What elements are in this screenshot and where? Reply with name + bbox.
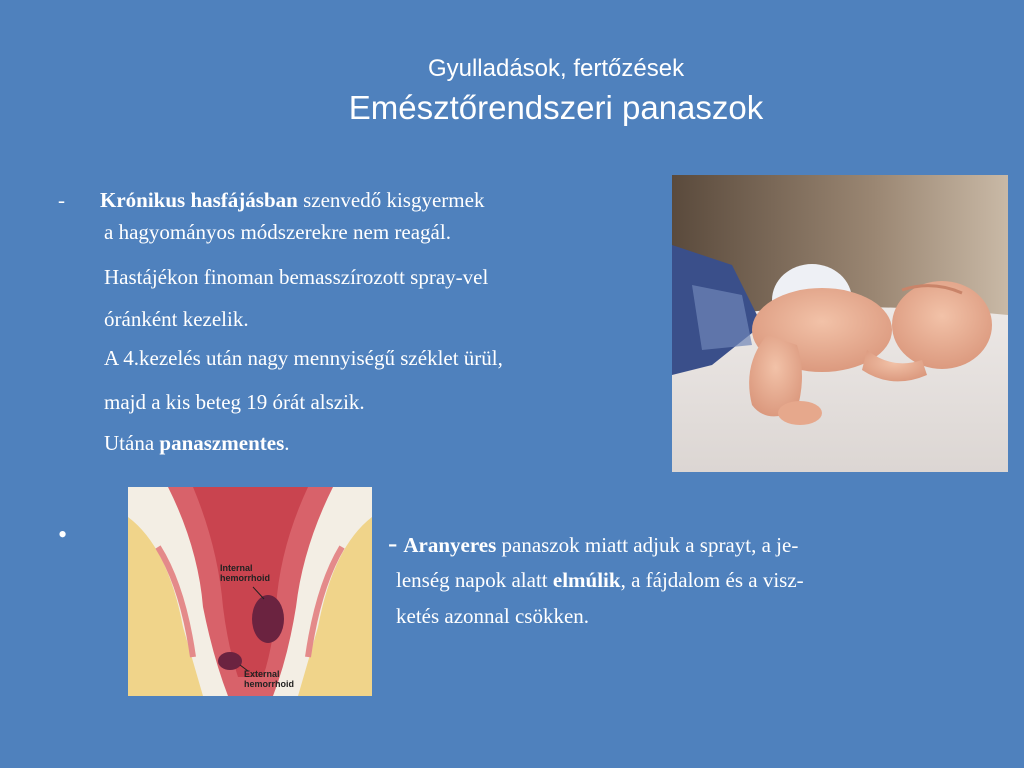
paragraph2-line-1-rest: panaszok miatt adjuk a sprayt, a je-	[496, 533, 799, 557]
bold-term-hemorrhoid: Aranyeres	[403, 533, 497, 557]
bold-term-disappears: elmúlik	[552, 568, 621, 592]
paragraph2-line-2-pre: lenség napok alatt	[396, 568, 553, 592]
line-1-rest: szenvedő kisgyermek	[297, 188, 485, 212]
line-7-post: .	[284, 431, 290, 455]
bullet-marker: •	[58, 520, 68, 549]
sleeping-baby-photo	[672, 175, 1008, 472]
dash-marker-2: -	[388, 528, 398, 559]
paragraph-line-1	[58, 188, 484, 213]
title-line-1: Gyulladások, fertőzések	[427, 55, 685, 82]
paragraph-line-3: Hastájékon finoman bemasszírozott spray-vel	[104, 265, 489, 289]
dash-marker: -	[58, 188, 65, 212]
label-internal-1: Internal	[220, 563, 253, 573]
bold-term-symptom-free: panaszmentes	[159, 431, 285, 455]
paragraph-line-5: A 4.kezelés után nagy mennyiségű széklet ürül,	[104, 346, 503, 370]
paragraph-line-6: majd a kis beteg 19 órát alszik.	[104, 390, 365, 414]
paragraph2-line-2-post: , a fájdalom és a visz-	[620, 568, 804, 592]
paragraph2-line-2	[396, 568, 804, 593]
bold-term-colic: Krónikus hasfájásban	[100, 188, 298, 212]
paragraph-line-7	[104, 431, 290, 456]
hemorrhoid-anatomy-illustration	[128, 487, 372, 696]
paragraph2-line-3: ketés azonnal csökken.	[396, 604, 590, 628]
title-line-2: Emésztőrendszeri panaszok	[348, 89, 764, 126]
paragraph-line-2: a hagyományos módszerekre nem reagál.	[104, 220, 451, 244]
label-internal-2: hemorrhoid	[220, 573, 271, 583]
label-external-2: hemorrhoid	[244, 679, 295, 689]
paragraph-line-4: óránként kezelik.	[104, 307, 249, 331]
line-7-pre: Utána	[104, 431, 160, 455]
paragraph2-line-1	[388, 528, 798, 560]
slide-title	[0, 52, 1024, 130]
label-external-1: External	[244, 669, 280, 679]
